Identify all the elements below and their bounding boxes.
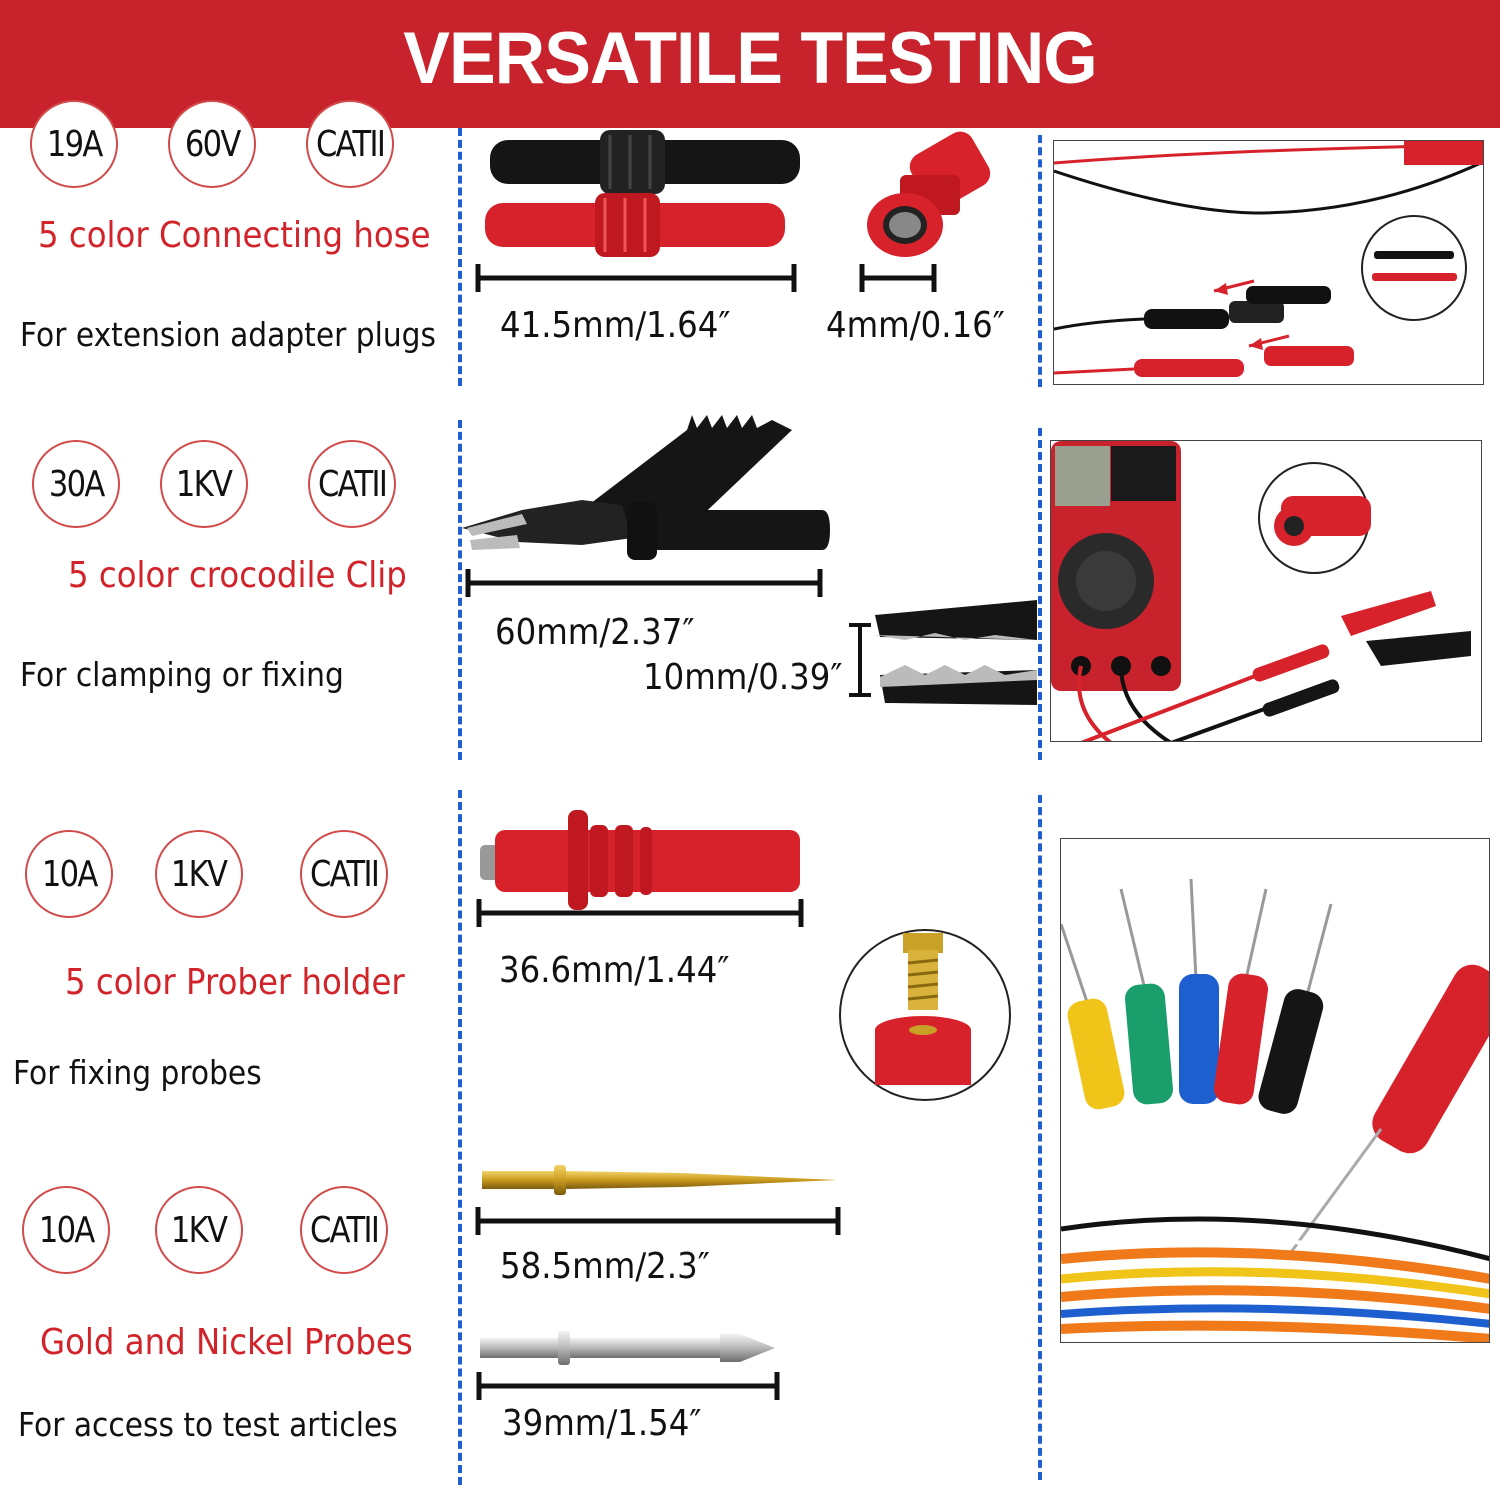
rating-badge-voltage: 1KV [160,440,248,528]
dim-label-clip-length: 60mm/2.37″ [495,612,695,653]
clip-jaw-image [845,595,1037,710]
rating-badge-current: 30A [32,440,120,528]
connecting-hose-image [480,125,810,265]
dim-label-hose-diameter: 4mm/0.16″ [826,305,1005,346]
product-title: 5 color Prober holder [65,962,405,1003]
crocodile-clip-image [462,410,832,575]
rating-badge-category: CATII [300,1186,388,1274]
rating-badge-current: 10A [22,1186,110,1274]
product-description: For fixing probes [13,1053,262,1092]
dim-bar-clip-length [466,567,824,599]
rating-badge-category: CATII [308,440,396,528]
holder-closeup-image [838,928,1013,1103]
divider-right-3 [1038,795,1042,1480]
dim-label-gold-probe-length: 58.5mm/2.3″ [500,1246,710,1287]
rating-badge-current: 10A [25,830,113,918]
dim-label-hose-length: 41.5mm/1.64″ [500,305,731,346]
rating-badge-category: CATII [300,830,388,918]
gold-probe-image [482,1163,842,1199]
rating-badge-current: 19A [30,100,118,188]
divider-left-1 [458,128,462,386]
clip-usage-photo [1050,440,1482,742]
product-description: For access to test articles [18,1405,398,1444]
divider-right-2 [1038,428,1042,760]
rating-badge-voltage: 1KV [155,1186,243,1274]
dim-bar-nickel-probe-length [477,1370,781,1402]
product-title: 5 color Connecting hose [38,215,431,256]
dim-bar-gold-probe-length [476,1205,842,1237]
rating-badge-category: CATII [306,100,394,188]
product-description: For extension adapter plugs [20,315,437,354]
divider-right-1 [1038,135,1042,387]
divider-left-3 [458,790,462,1485]
product-description: For clamping or fixing [20,655,344,694]
hose-usage-photo [1053,140,1484,385]
probe-usage-photo [1060,838,1490,1343]
dim-label-nickel-probe-length: 39mm/1.54″ [502,1403,702,1444]
hose-end-image [860,130,1000,260]
product-title: 5 color crocodile Clip [68,555,407,596]
rating-badge-voltage: 60V [168,100,256,188]
dim-bar-hose-length [476,262,798,294]
dim-label-clip-opening: 10mm/0.39″ [643,657,843,698]
nickel-probe-image [480,1328,780,1368]
product-title: Gold and Nickel Probes [40,1322,413,1363]
dim-bar-hose-diameter [860,262,938,294]
rating-badge-voltage: 1KV [155,830,243,918]
dim-label-holder-length: 36.6mm/1.44″ [499,950,730,991]
dim-bar-holder-length [477,897,805,929]
header-title: VERSATILE TESTING [403,17,1097,99]
